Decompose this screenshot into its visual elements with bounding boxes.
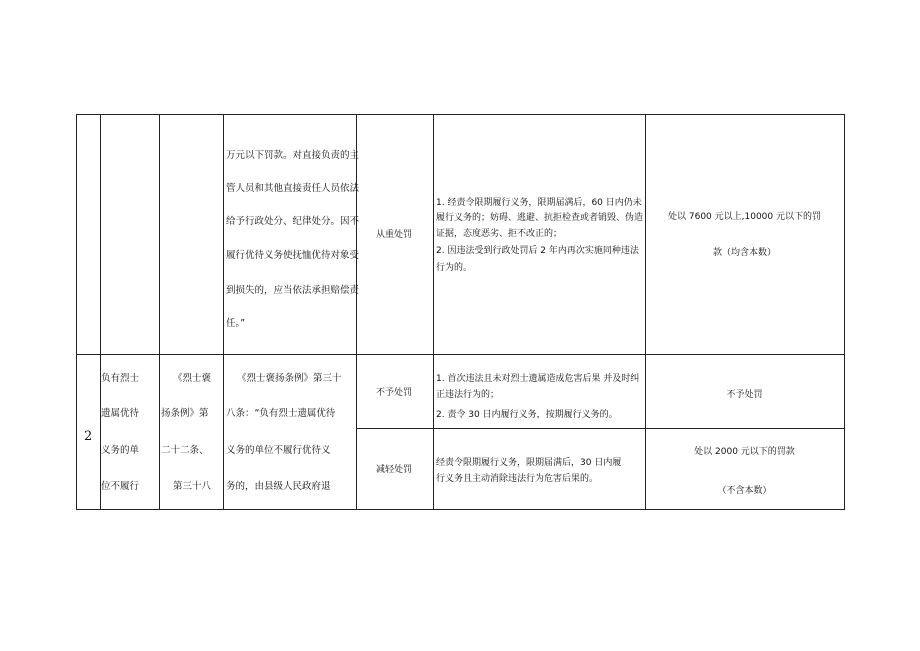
circumstance-line: 经责令限期履行义务，限期届满后，30 日内履 [436,458,622,468]
col-border-3 [223,114,224,510]
col-border-4 [356,114,357,510]
col-border-0 [76,114,77,510]
violation-line: 义务的单 [101,445,140,456]
table-bottom-border [76,509,845,510]
law-text-line: 八条：“负有烈士遗属优待 [226,408,336,419]
row2-number: 2 [84,429,93,444]
law-text-line: 万元以下罚款。对直接负责的主 [226,150,360,161]
violation-line: 位不履行 [101,481,140,492]
basis-line: 第三十八 [173,481,212,492]
circumstance-line: 履行义务的；妨碍、逃避、抗拒检查或者销毁、伪造 [436,213,644,223]
basis-line: 扬条例》第 [161,408,209,419]
standard-line: （不含本数） [717,486,772,496]
subrow-grade: 不予处罚 [376,388,413,398]
basis-line: 二十二条、 [161,445,209,456]
standard-line: 款（均含本数） [712,248,776,258]
standard-line: 不予处罚 [726,390,763,400]
law-text-line: 履行优待义务使抚恤优待对象受 [226,250,360,261]
row1-grade: 从重处罚 [376,230,413,240]
circumstance-line: 1. 首次违法且未对烈士遗属造成危害后果 并及时纠 [436,374,640,384]
violation-line: 负有烈士 [101,373,140,384]
law-text-line: 给予行政处分、纪律处分。因不 [226,216,360,227]
row-divider [76,354,845,355]
law-text-line: 到损失的，应当依法承担赔偿责 [226,285,360,296]
violation-line: 遗属优待 [101,408,140,419]
circumstance-line: 1. 经责令限期履行义务，限期届满后，60 日内仍未 [436,198,642,208]
col-border-5 [433,114,434,510]
circumstance-line: 正违法行为的； [436,390,500,400]
col-border-7 [844,114,845,510]
law-text-line: 管人员和其他直接责任人员依法 [226,183,360,194]
circumstance-line: 2. 责令 30 日内履行义务，按期履行义务的。 [436,410,618,420]
subrow-divider [356,428,845,429]
law-text-line: 《烈士褒扬条例》第三十 [237,373,342,384]
law-text-line: 义务的单位不履行优待义 [226,445,331,456]
standard-line: 处以 7600 元以上,10000 元以下的罚 [668,212,821,222]
col-border-2 [159,114,160,510]
subrow-grade: 减轻处罚 [376,465,413,475]
standard-line: 处以 2000 元以下的罚款 [694,447,795,457]
circumstance-line: 证据，态度恶劣、拒不改正的； [436,229,563,239]
circumstance-line: 2. 因违法受到行政处罚后 2 年内再次实施同种违法 [436,246,639,256]
basis-line: 《烈士褒 [173,373,212,384]
law-text-line: 务的，由县级人民政府退 [226,481,331,492]
circumstance-line: 行义务且主动消除违法行为危害后果的。 [436,474,599,484]
circumstance-line: 行为的。 [436,263,473,273]
table-top-border [76,114,845,115]
law-text-line: 任。” [226,318,246,329]
